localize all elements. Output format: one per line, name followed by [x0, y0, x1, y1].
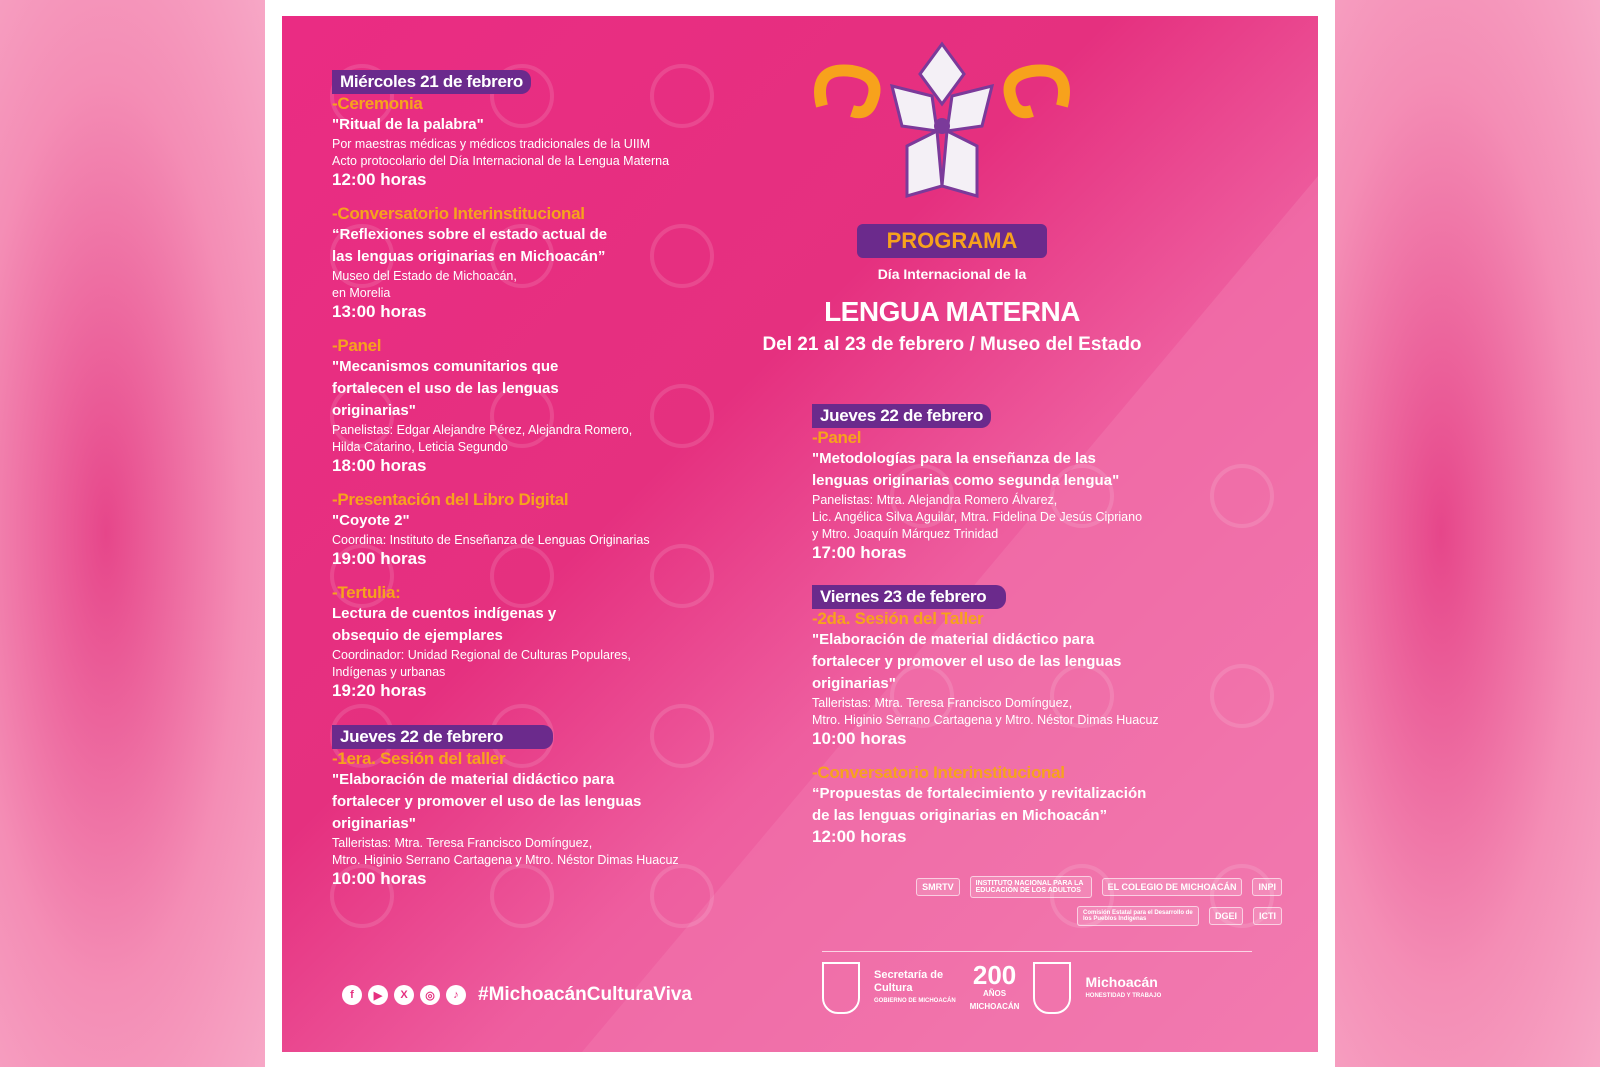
- logo-inpi: INPI: [1252, 878, 1282, 896]
- shield-icon: [1033, 962, 1071, 1014]
- event-title: -2da. Sesión del Taller: [812, 609, 984, 628]
- dates-location: Del 21 al 23 de febrero / Museo del Estado: [762, 334, 1142, 355]
- right-column: [812, 404, 1272, 847]
- event-detail: Coordina: Instituto de Enseñanza de Lenguas Originarias: [332, 533, 650, 547]
- event-name: originarias": [332, 402, 416, 419]
- program-poster: [282, 16, 1318, 1052]
- event-name: fortalecer y promover el uso de las lenguas: [332, 793, 642, 810]
- event-time: 10:00 horas: [332, 869, 427, 888]
- day-label: Miércoles 21 de febrero: [332, 70, 531, 94]
- anniversary-anos: AÑOS: [983, 989, 1007, 998]
- event-time: 12:00 horas: [812, 827, 907, 846]
- event-name: las lenguas originarias en Michoacán”: [332, 248, 606, 265]
- government-footer: [822, 951, 1252, 1014]
- event-name: "Elaboración de material didáctico para: [812, 631, 1095, 648]
- event-title: -Ceremonia: [332, 94, 423, 113]
- event-name: fortalecen el uso de las lenguas: [332, 380, 559, 397]
- facebook-icon[interactable]: f: [342, 985, 362, 1005]
- logo-icti: ICTI: [1253, 907, 1282, 925]
- hashtag: #MichoacánCulturaViva: [478, 984, 693, 1005]
- day-label: Jueves 22 de febrero: [812, 404, 991, 428]
- event-name: originarias": [332, 815, 416, 832]
- day-label: Viernes 23 de febrero: [812, 585, 1006, 609]
- event-detail: Coordinador: Unidad Regional de Culturas Populares,: [332, 648, 631, 662]
- programa-title: PROGRAMA: [857, 224, 1048, 258]
- secretaria-text: Secretaría de Cultura: [874, 968, 944, 994]
- event-detail: Talleristas: Mtra. Teresa Francisco Domínguez,: [332, 836, 593, 850]
- event-name: de las lenguas originarias en Michoacán”: [812, 807, 1108, 824]
- event-time: 13:00 horas: [332, 302, 427, 321]
- event-name: Lectura de cuentos indígenas y: [332, 605, 557, 622]
- event-title: -Panel: [332, 336, 382, 355]
- event-name: originarias": [812, 675, 896, 692]
- event-title: -Presentación del Libro Digital: [332, 490, 569, 509]
- honestidad-text: HONESTIDAD Y TRABAJO: [1085, 992, 1162, 999]
- event-detail: Acto protocolario del Día Internacional de la Lengua Materna: [332, 154, 670, 168]
- event-name: "Elaboración de material didáctico para: [332, 771, 615, 788]
- event-name: "Coyote 2": [332, 512, 410, 529]
- event-time: 10:00 horas: [812, 729, 907, 748]
- blurred-background-right: [1335, 0, 1600, 1067]
- title-lengua-materna: LENGUA MATERNA: [824, 296, 1080, 327]
- event-name: obsequio de ejemplares: [332, 627, 503, 644]
- event-detail: y Mtro. Joaquín Márquez Trinidad: [812, 527, 999, 541]
- event-time: 19:00 horas: [332, 549, 427, 568]
- subtitle-dia: Día Internacional de la: [877, 266, 1027, 282]
- blurred-background-left: [0, 0, 265, 1067]
- michoacan-block: [1085, 974, 1161, 1003]
- logo-comision-estatal: Comisión Estatal para el Desarrollo de los Pueblos Indígenas: [1077, 906, 1199, 926]
- anniversary-michoacan: MICHOACÁN: [969, 1002, 1020, 1011]
- event-name: “Propuestas de fortalecimiento y revitalización: [812, 785, 1147, 802]
- event-title: -Conversatorio Interinstitucional: [332, 204, 585, 223]
- logo-inea: INSTITUTO NACIONAL PARA LA EDUCACIÓN DE LOS ADULTOS: [970, 876, 1092, 898]
- event-name: "Metodologías para la enseñanza de las: [812, 450, 1096, 467]
- left-column: [332, 70, 752, 889]
- gobierno-text: GOBIERNO DE MICHOACÁN: [874, 997, 956, 1004]
- event-title: -Panel: [812, 428, 862, 447]
- instagram-icon[interactable]: ◎: [420, 985, 440, 1005]
- michoacan-text: Michoacán: [1085, 973, 1158, 990]
- event-time: 12:00 horas: [332, 170, 427, 189]
- youtube-icon[interactable]: ▶: [368, 985, 388, 1005]
- event-detail: Talleristas: Mtra. Teresa Francisco Domínguez,: [812, 696, 1073, 710]
- event-detail: Hilda Catarino, Leticia Segundo: [332, 440, 508, 454]
- event-detail: Museo del Estado de Michoacán,: [332, 269, 517, 283]
- event-name: lenguas originarias como segunda lengua": [812, 472, 1120, 489]
- logo-dgei: DGEI: [1209, 907, 1243, 925]
- logo-colegio-michoacan: EL COLEGIO DE MICHOACÁN: [1102, 878, 1243, 896]
- event-title: -1era. Sesión del taller: [332, 749, 506, 768]
- anniversary-number: 200: [972, 960, 1017, 990]
- header: [762, 34, 1142, 356]
- social-footer: [342, 984, 692, 1006]
- anniversary-block: [969, 960, 1020, 1013]
- tiktok-icon[interactable]: ♪: [446, 985, 466, 1005]
- event-detail: Indígenas y urbanas: [332, 665, 446, 679]
- event-time: 19:20 horas: [332, 681, 427, 700]
- event-title: -Conversatorio Interinstitucional: [812, 763, 1065, 782]
- shield-icon: [822, 962, 860, 1014]
- event-detail: Por maestras médicas y médicos tradicionales de la UIIM: [332, 137, 651, 151]
- event-name: "Ritual de la palabra": [332, 116, 484, 133]
- day-label: Jueves 22 de febrero: [332, 725, 553, 749]
- event-detail: Mtro. Higinio Serrano Cartagena y Mtro. Néstor Dimas Huacuz: [812, 713, 1159, 727]
- event-time: 17:00 horas: [812, 543, 907, 562]
- sponsor-logos: [822, 876, 1282, 926]
- logo-smrtv: SMRTV: [916, 878, 960, 896]
- event-detail: Panelistas: Edgar Alejandre Pérez, Alejandra Romero,: [332, 423, 633, 437]
- secretaria-block: [874, 969, 956, 1008]
- event-name: “Reflexiones sobre el estado actual de: [332, 226, 608, 243]
- event-detail: Lic. Angélica Silva Aguilar, Mtra. Fidelina De Jesús Cipriano: [812, 510, 1143, 524]
- event-detail: Panelistas: Mtra. Alejandra Romero Álvarez,: [812, 493, 1058, 507]
- event-title: -Tertulia:: [332, 583, 401, 602]
- event-detail: en Morelia: [332, 286, 391, 300]
- event-detail: Mtro. Higinio Serrano Cartagena y Mtro. Néstor Dimas Huacuz: [332, 853, 679, 867]
- x-icon[interactable]: X: [394, 985, 414, 1005]
- event-name: fortalecer y promover el uso de las lenguas: [812, 653, 1122, 670]
- event-name: "Mecanismos comunitarios que: [332, 358, 559, 375]
- event-time: 18:00 horas: [332, 456, 427, 475]
